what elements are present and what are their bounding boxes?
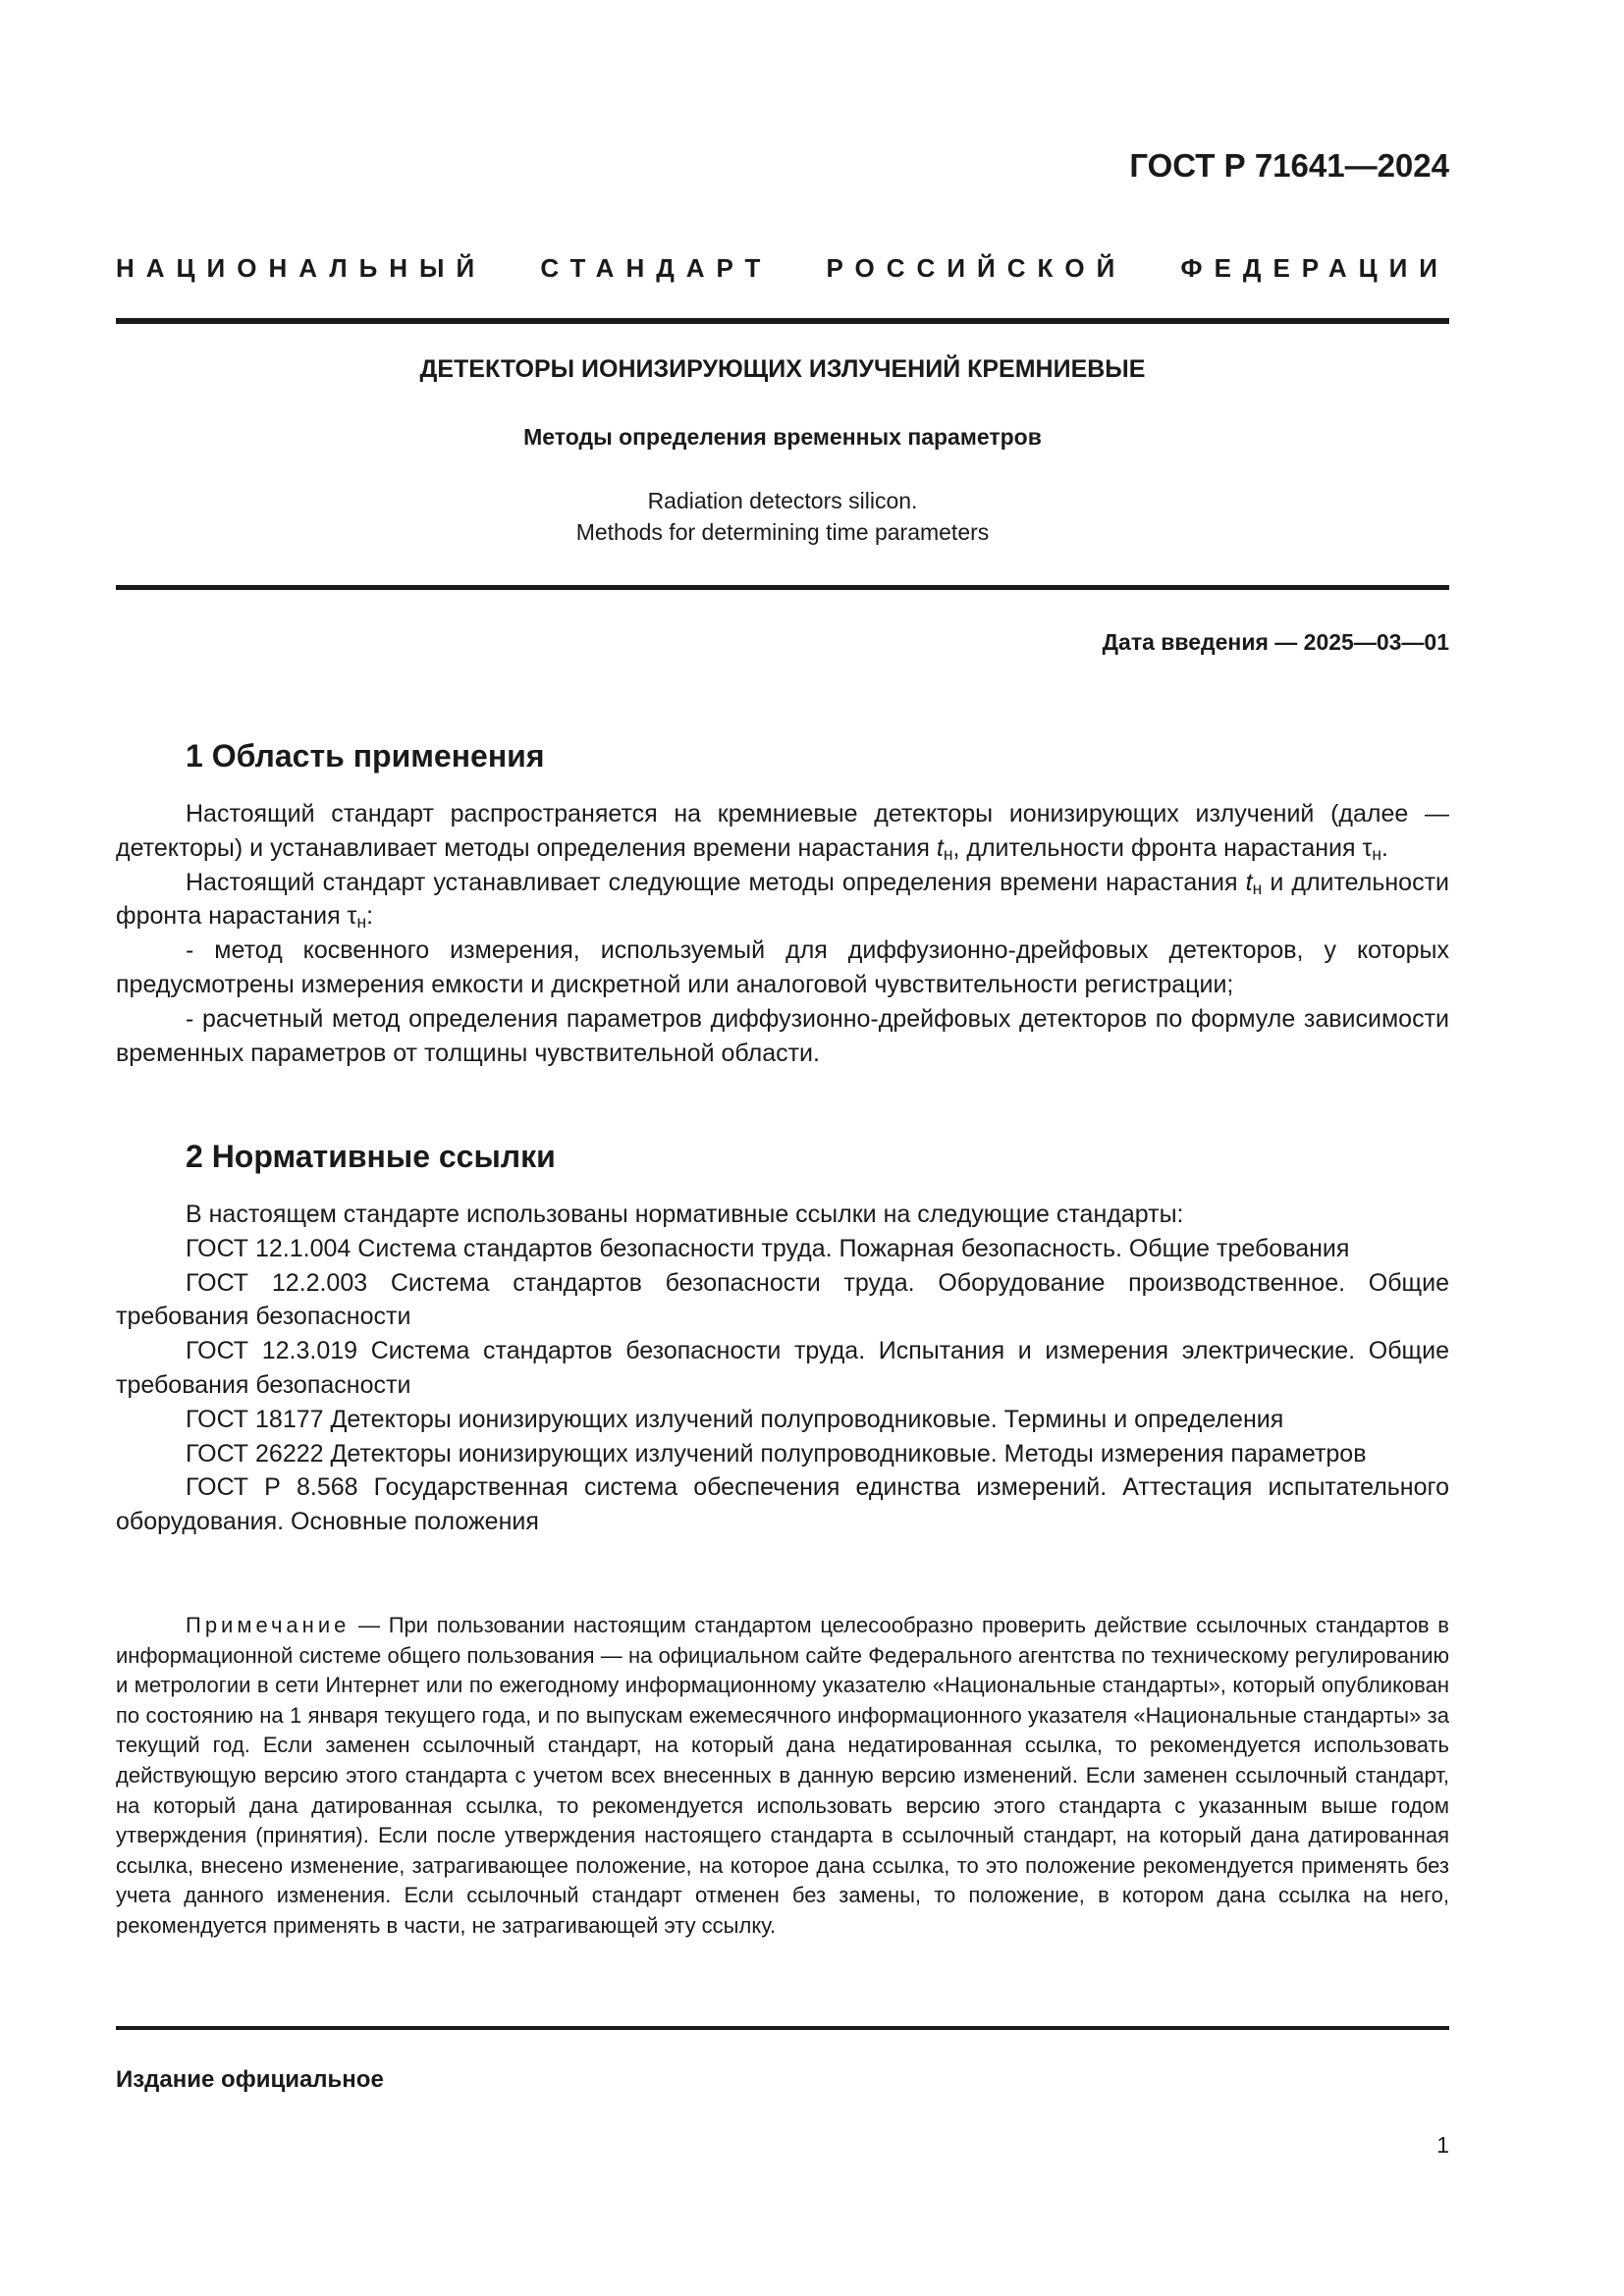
edition-label: Издание официальное bbox=[116, 2066, 384, 2093]
reference-item: ГОСТ 12.3.019 Система стандартов безопасности труда. Испытания и измерения электрические. Общие требования безопасности bbox=[116, 1337, 1449, 1399]
national-standard-banner bbox=[116, 253, 1449, 284]
section-1-heading: 1 Область применения bbox=[186, 738, 545, 774]
document-title: ДЕТЕКТОРЫ ИОНИЗИРУЮЩИХ ИЗЛУЧЕНИЙ КРЕМНИЕВЫЕ bbox=[419, 355, 1146, 383]
text-run: Настоящий стандарт устанавливает следующие методы определения времени нарастания bbox=[186, 868, 1246, 896]
reference-item: ГОСТ 12.2.003 Система стандартов безопасности труда. Оборудование производственное. Общие требования безопасности bbox=[116, 1268, 1449, 1331]
subscript: н bbox=[1252, 878, 1263, 898]
section-1-body bbox=[116, 797, 1449, 1070]
symbol-t: t bbox=[1245, 868, 1253, 896]
bottom-divider bbox=[116, 2026, 1449, 2030]
paragraph: В настоящем стандарте использованы нормативные ссылки на следующие стандарты: bbox=[186, 1201, 1184, 1228]
text-run: : bbox=[366, 902, 374, 931]
standard-designation: ГОСТ Р 71641—2024 bbox=[1129, 147, 1449, 184]
text-run: и длительности фронта нарастания τ bbox=[116, 868, 1449, 931]
top-divider bbox=[116, 318, 1449, 324]
list-item: - расчетный метод определения параметров диффузионно-дрейфовых детекторов по формуле зависимости временных параметров от толщины чувствительной области. bbox=[116, 1004, 1449, 1067]
reference-item: ГОСТ 12.1.004 Система стандартов безопасности труда. Пожарная безопасность. Общие требования bbox=[186, 1234, 1350, 1262]
note-text: — При пользовании настоящим стандартом целесообразно проверить действие ссылочных стандартов в информационной системе общего пользования — на официальном сайте Федерального агентства по техническому регулированию и метрологии в сети Интернет или по ежегодному информационному указателю «Национальные стандарты», который опубликован по состоянию на 1 января текущего года, и по выпускам ежемесячного информационного указателя «Национальные стандарты» за текущий год. Если заменен ссылочный стандарт, на который дана недатированная ссылка, то рекомендуется использовать действующую версию этого стандарта с учетом всех внесенных в данную версию изменений. Если заменен ссылочный стандарт, на который дана датированная ссылка, то рекомендуется использовать версию этого стандарта с указанным выше годом утверждения (принятия). Если после утверждения настоящего стандарта в ссылочный стандарт, на который дана датированная ссылка, внесено изменение, затрагивающее положение, на которое дана ссылка, то это положение рекомендуется применять без учета данного изменения. Если ссылочный стандарт отменен без замены, то положение, в котором дана ссылка на него, рекомендуется применять в части, не затрагивающей эту ссылку. bbox=[116, 1613, 1449, 1938]
title-divider bbox=[116, 585, 1449, 590]
banner-word: РОССИЙСКОЙ bbox=[826, 253, 1127, 283]
reference-item: ГОСТ 26222 Детекторы ионизирующих излучений полупроводниковые. Методы измерения параметров bbox=[186, 1439, 1367, 1468]
banner-word: НАЦИОНАЛЬНЫЙ bbox=[116, 253, 487, 283]
document-subtitle: Методы определения временных параметров bbox=[523, 424, 1042, 450]
note-paragraph bbox=[116, 1611, 1449, 1942]
banner-word: ФЕДЕРАЦИИ bbox=[1180, 253, 1449, 283]
list-item: - метод косвенного измерения, используемый для диффузионно-дрейфовых детекторов, у которых предусмотрены измерения емкости и дискретной или аналоговой чувствительности регистрации; bbox=[116, 936, 1449, 998]
text-run: , длительности фронта нарастания τ bbox=[952, 833, 1373, 862]
reference-item: ГОСТ 18177 Детекторы ионизирующих излучений полупроводниковые. Термины и определения bbox=[186, 1405, 1284, 1433]
section-2-body bbox=[116, 1198, 1449, 1539]
note bbox=[116, 1611, 1449, 1942]
subscript: н bbox=[1372, 843, 1382, 864]
subscript: н bbox=[356, 912, 367, 933]
english-title-line: Methods for determining time parameters bbox=[575, 519, 990, 545]
introduction-date: Дата введения — 2025—03—01 bbox=[1102, 629, 1449, 655]
text-run: Настоящий стандарт распространяется на кремниевые детекторы ионизирующих излучений (далее — детекторы) и устанавливает методы определения времени нарастания bbox=[116, 800, 1449, 862]
english-title-line: Radiation detectors silicon. bbox=[647, 488, 918, 513]
section-2-heading: 2 Нормативные ссылки bbox=[186, 1139, 556, 1174]
note-label: Примечание bbox=[186, 1613, 351, 1637]
banner-word: СТАНДАРТ bbox=[540, 253, 773, 283]
symbol-t: t bbox=[936, 833, 944, 862]
subscript: н bbox=[943, 843, 953, 864]
page-number: 1 bbox=[1436, 2132, 1449, 2158]
paragraph bbox=[116, 866, 1449, 934]
paragraph bbox=[116, 797, 1449, 866]
reference-item: ГОСТ Р 8.568 Государственная система обеспечения единства измерений. Аттестация испытательного оборудования. Основные положения bbox=[116, 1473, 1449, 1536]
text-run: . bbox=[1381, 833, 1388, 862]
english-title bbox=[116, 485, 1449, 548]
